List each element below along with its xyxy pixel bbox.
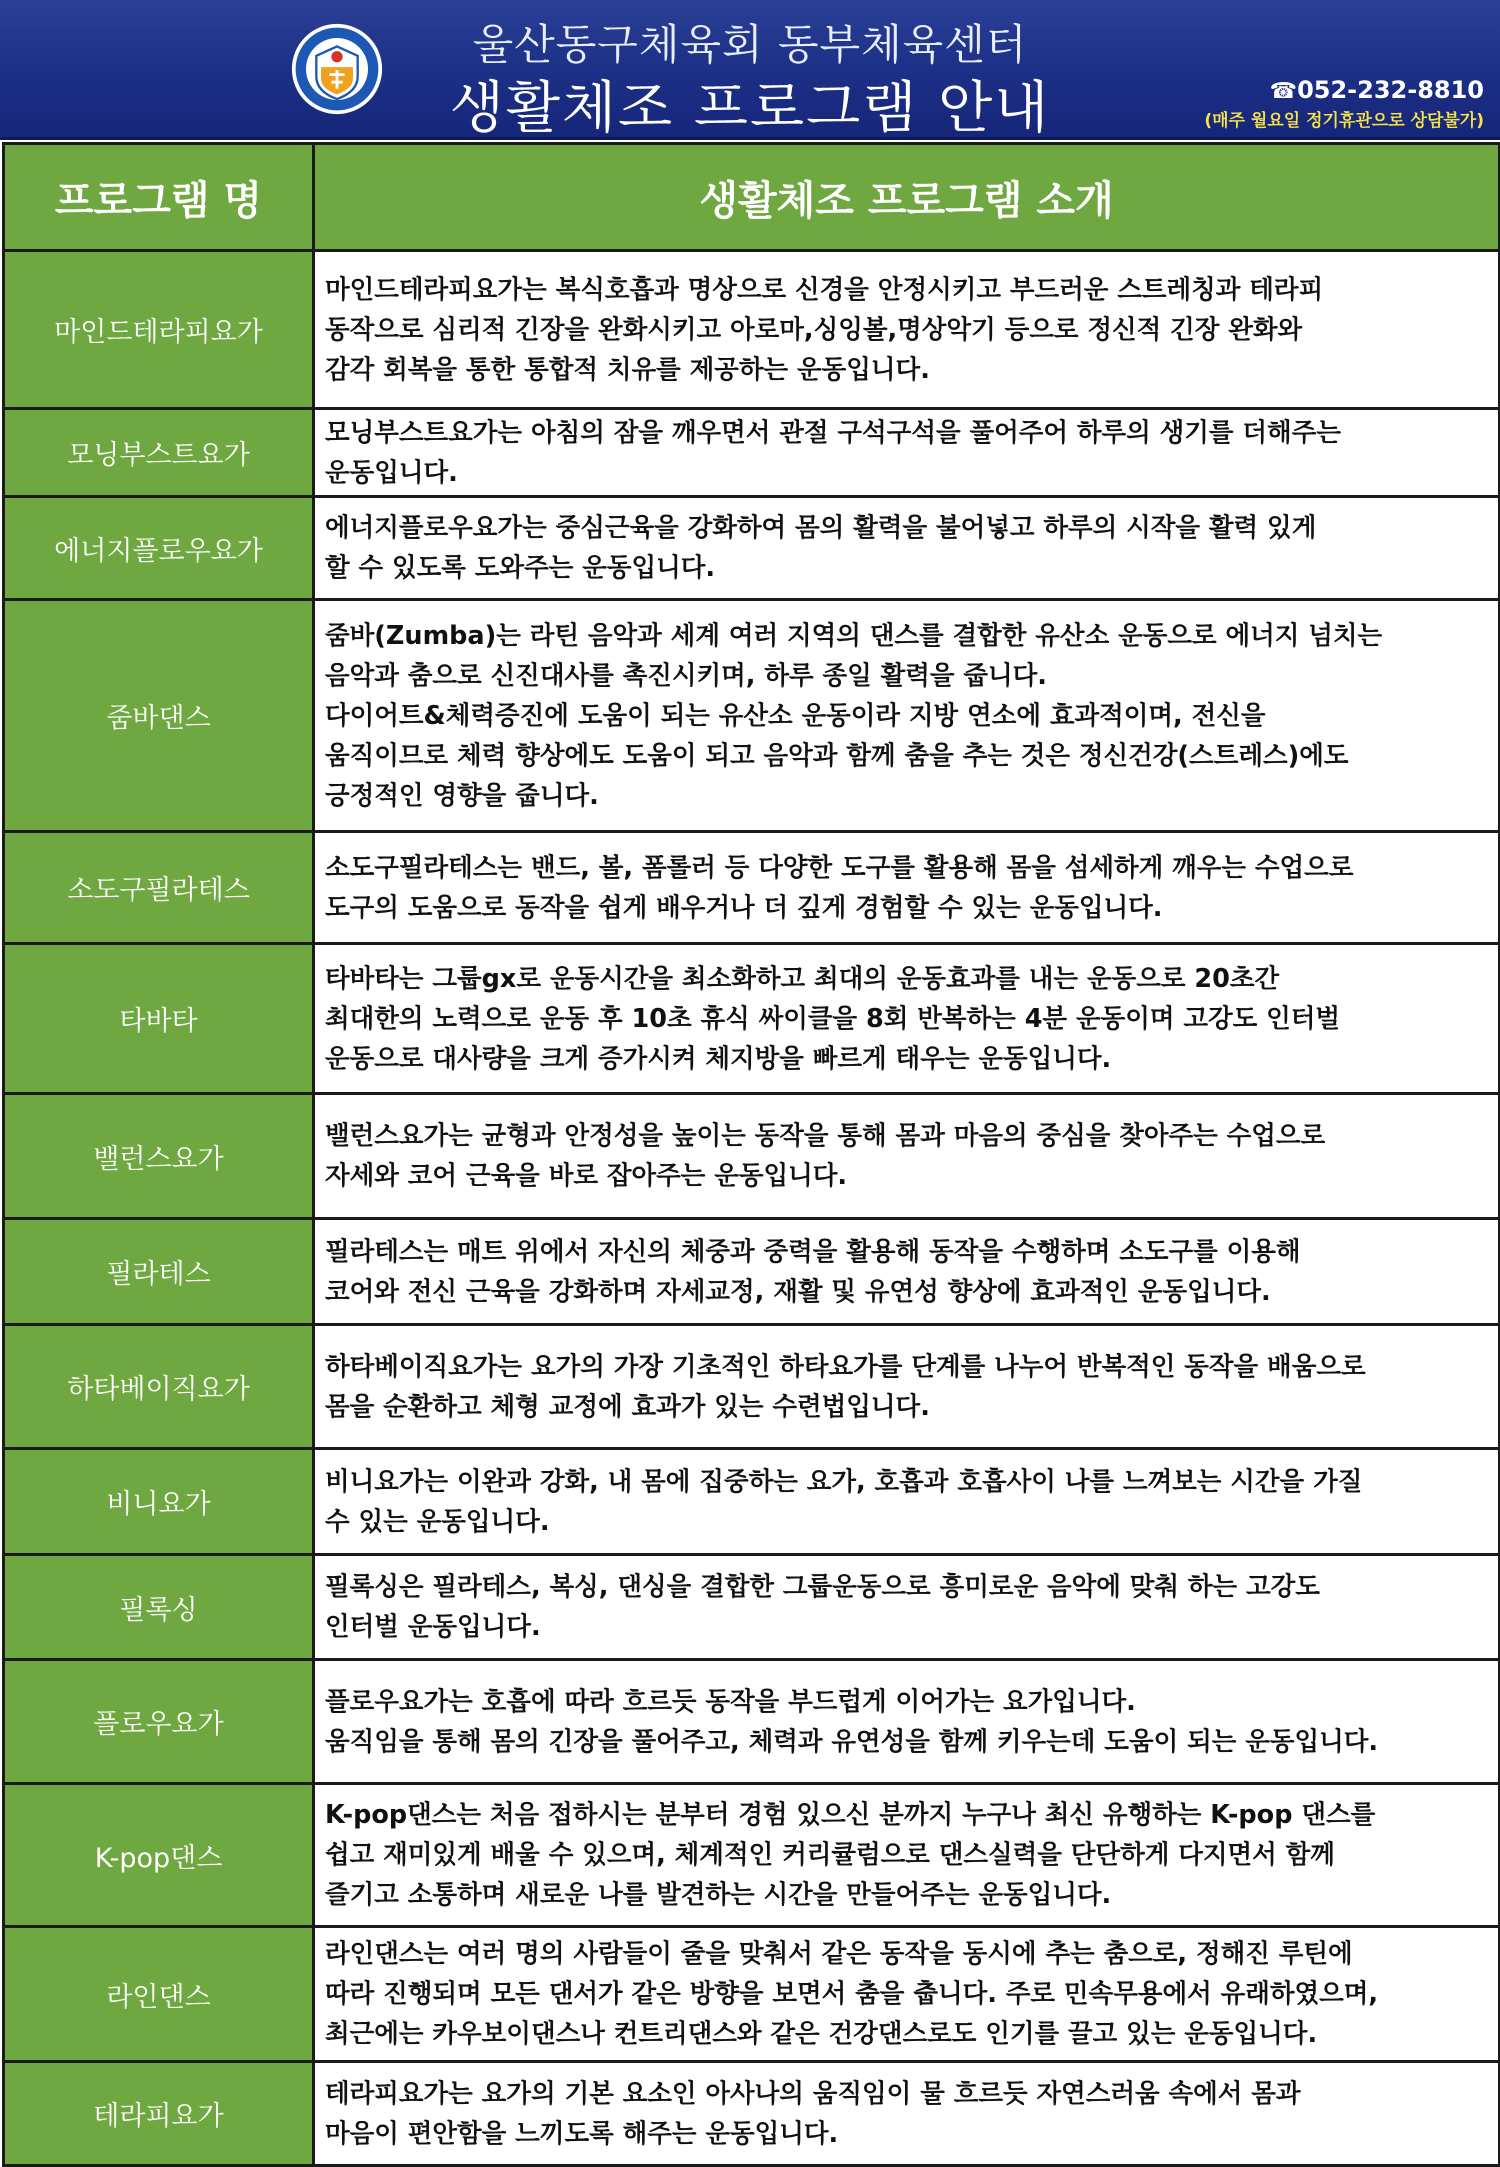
telephone-icon: ☎ bbox=[1269, 79, 1298, 104]
page-title: 생활체조 프로그램 안내 bbox=[449, 76, 1051, 141]
phone-number-text: 052-232-8810 bbox=[1297, 76, 1484, 104]
program-description: 타바타는 그룹gx로 운동시간을 최소화하고 최대의 운동효과를 내는 운동으로 20초간 최대한의 노력으로 운동 후 10초 휴식 싸이클을 8회 반복하는 4분 운동이며 고강도 인터벌 운동으로 대사량을 크게 증가시켜 체지방을 빠르게 태우는 운동입니다. bbox=[314, 944, 1500, 1094]
program-description: 밸런스요가는 균형과 안정성을 높이는 동작을 통해 몸과 마음의 중심을 찾아주는 수업으로 자세와 코어 근육을 바로 잡아주는 운동입니다. bbox=[314, 1094, 1500, 1219]
table-row bbox=[4, 251, 1500, 409]
table-row bbox=[4, 409, 1500, 497]
program-name: 소도구필라테스 bbox=[4, 832, 314, 944]
program-name: K-pop댄스 bbox=[4, 1784, 314, 1927]
closure-notice: (매주 월요일 정기휴관으로 상담불가) bbox=[1204, 111, 1484, 131]
table-row bbox=[4, 600, 1500, 832]
phone-number bbox=[1270, 76, 1484, 104]
table-row bbox=[4, 832, 1500, 944]
table-row bbox=[4, 1325, 1500, 1449]
center-name: 울산동구체육회 동부체육센터 bbox=[472, 20, 1028, 69]
table-row bbox=[4, 2062, 1500, 2166]
program-description: 라인댄스는 여러 명의 사람들이 줄을 맞춰서 같은 동작을 동시에 추는 춤으로, 정해진 루틴에 따라 진행되며 모든 댄서가 같은 방향을 보면서 춤을 춥니다. 주로 민속무용에서 유래하였으며, 최근에는 카우보이댄스나 컨트리댄스와 같은 건강댄스로도 인기를 끌고 있는 운동입니다. bbox=[314, 1927, 1500, 2062]
program-description: 테라피요가는 요가의 기본 요소인 아사나의 움직임이 물 흐르듯 자연스러움 속에서 몸과 마음이 편안함을 느끼도록 해주는 운동입니다. bbox=[314, 2062, 1500, 2166]
column-header-program-name: 프로그램 명 bbox=[4, 144, 314, 251]
program-name: 줌바댄스 bbox=[4, 600, 314, 832]
program-name: 플로우요가 bbox=[4, 1660, 314, 1784]
table-row bbox=[4, 1784, 1500, 1927]
sports-council-logo-icon bbox=[290, 22, 384, 116]
column-header-program-description: 생활체조 프로그램 소개 bbox=[314, 144, 1500, 251]
program-description: 필록싱은 필라테스, 복싱, 댄싱을 결합한 그룹운동으로 흥미로운 음악에 맞춰 하는 고강도 인터벌 운동입니다. bbox=[314, 1555, 1500, 1660]
table-row bbox=[4, 1449, 1500, 1555]
program-name: 비니요가 bbox=[4, 1449, 314, 1555]
program-name: 에너지플로우요가 bbox=[4, 497, 314, 600]
program-description: 플로우요가는 호흡에 따라 흐르듯 동작을 부드럽게 이어가는 요가입니다. 움직임을 통해 몸의 긴장을 풀어주고, 체력과 유연성을 함께 키우는데 도움이 되는 운동입니다. bbox=[314, 1660, 1500, 1784]
program-name: 라인댄스 bbox=[4, 1927, 314, 2062]
table-row bbox=[4, 944, 1500, 1094]
program-description: 비니요가는 이완과 강화, 내 몸에 집중하는 요가, 호흡과 호흡사이 나를 느껴보는 시간을 가질 수 있는 운동입니다. bbox=[314, 1449, 1500, 1555]
program-table bbox=[2, 142, 1500, 2167]
table-row bbox=[4, 1927, 1500, 2062]
program-name: 밸런스요가 bbox=[4, 1094, 314, 1219]
table-row bbox=[4, 1094, 1500, 1219]
program-name: 필라테스 bbox=[4, 1219, 314, 1325]
program-description: K-pop댄스는 처음 접하시는 분부터 경험 있으신 분까지 누구나 최신 유행하는 K-pop 댄스를 쉽고 재미있게 배울 수 있으며, 체계적인 커리큘럼으로 댄스실력을 단단하게 다지면서 함께 즐기고 소통하며 새로운 나를 발견하는 시간을 만들어주는 운동입니다. bbox=[314, 1784, 1500, 1927]
program-description: 마인드테라피요가는 복식호흡과 명상으로 신경을 안정시키고 부드러운 스트레칭과 테라피 동작으로 심리적 긴장을 완화시키고 아로마,싱잉볼,명상악기 등으로 정신적 긴장 완화와 감각 회복을 통한 통합적 치유를 제공하는 운동입니다. bbox=[314, 251, 1500, 409]
program-description: 모닝부스트요가는 아침의 잠을 깨우면서 관절 구석구석을 풀어주어 하루의 생기를 더해주는 운동입니다. bbox=[314, 409, 1500, 497]
program-description: 하타베이직요가는 요가의 가장 기초적인 하타요가를 단계를 나누어 반복적인 동작을 배움으로 몸을 순환하고 체형 교정에 효과가 있는 수련법입니다. bbox=[314, 1325, 1500, 1449]
program-name: 하타베이직요가 bbox=[4, 1325, 314, 1449]
table-row bbox=[4, 1555, 1500, 1660]
program-description: 필라테스는 매트 위에서 자신의 체중과 중력을 활용해 동작을 수행하며 소도구를 이용해 코어와 전신 근육을 강화하며 자세교정, 재활 및 유연성 향상에 효과적인 운동입니다. bbox=[314, 1219, 1500, 1325]
header-banner bbox=[0, 0, 1500, 140]
program-name: 마인드테라피요가 bbox=[4, 251, 314, 409]
program-name: 타바타 bbox=[4, 944, 314, 1094]
table-row bbox=[4, 1660, 1500, 1784]
program-description: 에너지플로우요가는 중심근육을 강화하여 몸의 활력을 불어넣고 하루의 시작을 활력 있게 할 수 있도록 도와주는 운동입니다. bbox=[314, 497, 1500, 600]
table-header-row bbox=[4, 144, 1500, 251]
program-name: 모닝부스트요가 bbox=[4, 409, 314, 497]
program-description: 줌바(Zumba)는 라틴 음악과 세계 여러 지역의 댄스를 결합한 유산소 운동으로 에너지 넘치는 음악과 춤으로 신진대사를 촉진시키며, 하루 종일 활력을 줍니다. 다이어트&체력증진에 도움이 되는 유산소 운동이라 지방 연소에 효과적이며, 전신을 움직이므로 체력 향상에도 도움이 되고 음악과 함께 춤을 추는 것은 정신건강(스트레스)에도 긍정적인 영향을 줍니다. bbox=[314, 600, 1500, 832]
table-row bbox=[4, 497, 1500, 600]
program-name: 필록싱 bbox=[4, 1555, 314, 1660]
program-description: 소도구필라테스는 밴드, 볼, 폼롤러 등 다양한 도구를 활용해 몸을 섬세하게 깨우는 수업으로 도구의 도움으로 동작을 쉽게 배우거나 더 깊게 경험할 수 있는 운동입니다. bbox=[314, 832, 1500, 944]
program-name: 테라피요가 bbox=[4, 2062, 314, 2166]
table-row bbox=[4, 1219, 1500, 1325]
